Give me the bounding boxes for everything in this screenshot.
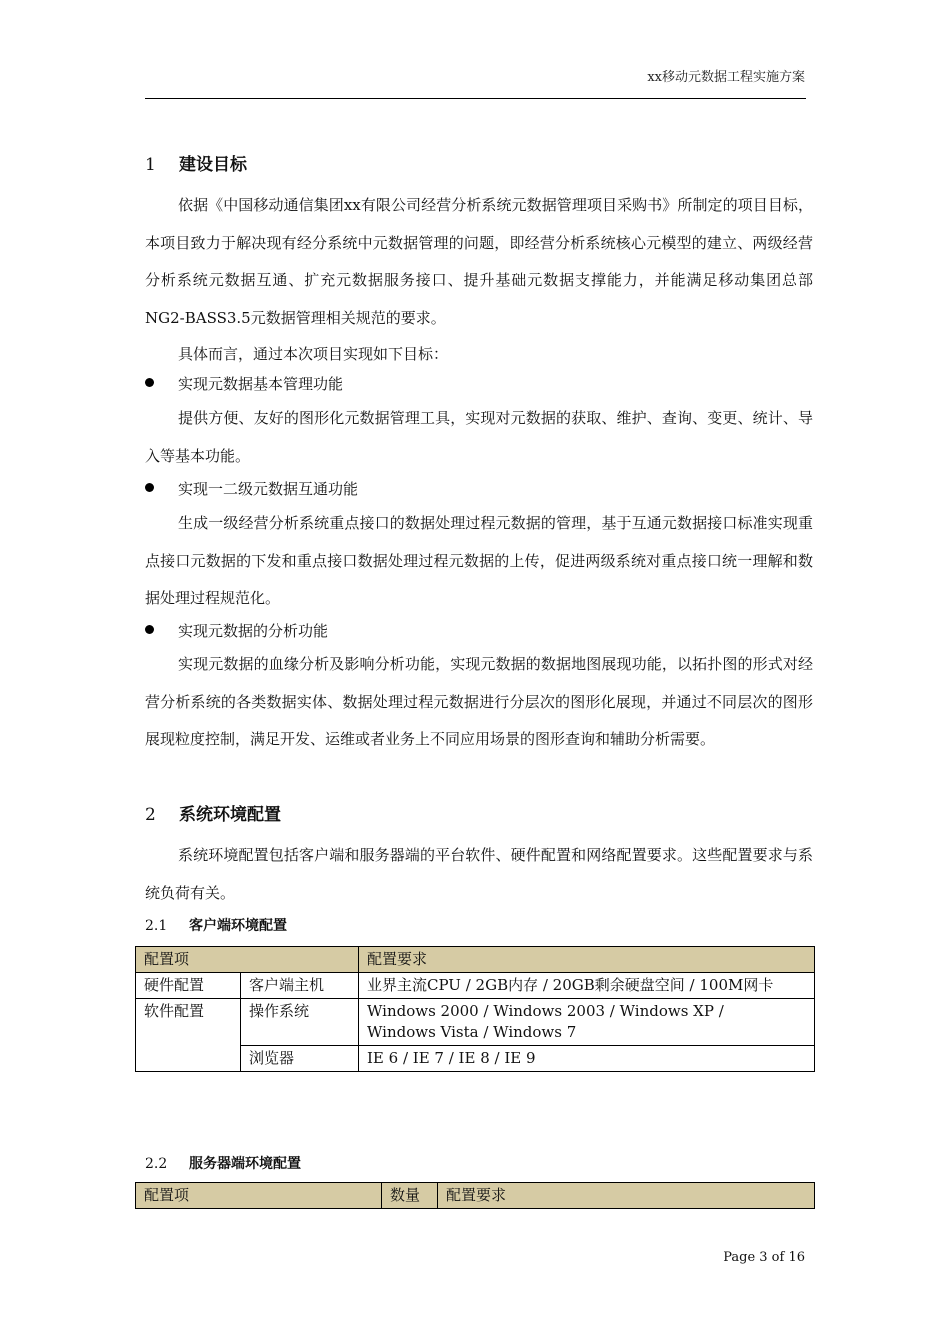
section-1-paragraph-1: 依据《中国移动通信集团xx有限公司经营分析系统元数据管理项目采购书》所制定的项目目标，本项目致力于解决现有经分系统中元数据管理的问题，即经营分析系统核心元模型的建立、两级经营分析系统元数据互通、扩充元数据服务接口、提升基础元数据支撑能力，并能满足移动集团总部NG2-BASS3.5元数据管理相关规范的要求。 — [145, 196, 813, 327]
table-header-requirement: 配置要求 — [359, 947, 815, 973]
section-2-1-heading — [145, 915, 287, 935]
table-cell-requirement: 业界主流CPU / 2GB内存 / 20GB剩余硬盘空间 / 100M网卡 — [359, 973, 815, 999]
section-1-number: 1 — [145, 155, 156, 175]
bullet-item-1-label: 实现元数据基本管理功能 — [178, 375, 344, 393]
page-header-title: xx移动元数据工程实施方案 — [647, 70, 805, 85]
section-2-title: 系统环境配置 — [179, 805, 281, 825]
table-header-item: 配置项 — [136, 1183, 382, 1209]
bullet-item-2-description: 生成一级经营分析系统重点接口的数据处理过程元数据的管理，基于互通元数据接口标准实现重点接口元数据的下发和重点接口数据处理过程元数据的上传，促进两级系统对重点接口统一理解和数据处理过程规范化。 — [145, 514, 813, 607]
table-header-quantity: 数量 — [382, 1183, 438, 1209]
table-cell-subitem: 客户端主机 — [241, 973, 359, 999]
section-2-2-heading — [145, 1153, 301, 1173]
table-header-row — [136, 947, 815, 973]
table-cell-subitem: 操作系统 — [241, 999, 359, 1046]
bullet-item-2-label: 实现一二级元数据互通功能 — [178, 480, 359, 498]
section-1-paragraph-2: 具体而言，通过本次项目实现如下目标： — [178, 345, 449, 363]
section-2-number: 2 — [145, 805, 156, 825]
table-cell-category: 硬件配置 — [136, 973, 241, 999]
section-2-2-title: 服务器端环境配置 — [189, 1156, 301, 1172]
os-requirement-line-1: Windows 2000 / Windows 2003 / Windows XP / — [367, 1002, 724, 1020]
table-header-requirement: 配置要求 — [438, 1183, 815, 1209]
table-header-item: 配置项 — [136, 947, 359, 973]
section-2-2-number: 2.2 — [145, 1156, 168, 1172]
section-2-1-number: 2.1 — [145, 918, 168, 934]
section-1-heading — [145, 150, 247, 175]
table-cell-category: 软件配置 — [136, 999, 241, 1072]
table-row — [136, 999, 815, 1046]
table-row — [136, 973, 815, 999]
bullet-item-1-description: 提供方便、友好的图形化元数据管理工具，实现对元数据的获取、维护、查询、变更、统计、导入等基本功能。 — [145, 409, 813, 465]
header-divider — [145, 98, 806, 99]
section-2-paragraph: 系统环境配置包括客户端和服务器端的平台软件、硬件配置和网络配置要求。这些配置要求与系统负荷有关。 — [145, 846, 813, 902]
page-number: Page 3 of 16 — [723, 1250, 805, 1265]
bullet-icon — [145, 378, 154, 387]
bullet-icon — [145, 625, 154, 634]
os-requirement-line-2: Windows Vista / Windows 7 — [367, 1023, 577, 1041]
section-2-heading — [145, 800, 281, 825]
bullet-item-3-description: 实现元数据的血缘分析及影响分析功能，实现元数据的数据地图展现功能，以拓扑图的形式对经营分析系统的各类数据实体、数据处理过程元数据进行分层次的图形化展现，并通过不同层次的图形展现粒度控制，满足开发、运维或者业务上不同应用场景的图形查询和辅助分析需要。 — [145, 655, 813, 748]
table-cell-requirement: IE 6 / IE 7 / IE 8 / IE 9 — [359, 1046, 815, 1072]
table-cell-subitem: 浏览器 — [241, 1046, 359, 1072]
bullet-icon — [145, 483, 154, 492]
bullet-item-1 — [145, 374, 343, 394]
server-config-table — [135, 1182, 815, 1209]
table-header-row — [136, 1183, 815, 1209]
bullet-item-3 — [145, 621, 328, 641]
client-config-table — [135, 946, 815, 1072]
bullet-item-3-label: 实现元数据的分析功能 — [178, 622, 329, 640]
table-cell-requirement — [359, 999, 815, 1046]
bullet-item-2 — [145, 479, 358, 499]
section-1-title: 建设目标 — [179, 155, 247, 175]
section-2-1-title: 客户端环境配置 — [189, 918, 287, 934]
